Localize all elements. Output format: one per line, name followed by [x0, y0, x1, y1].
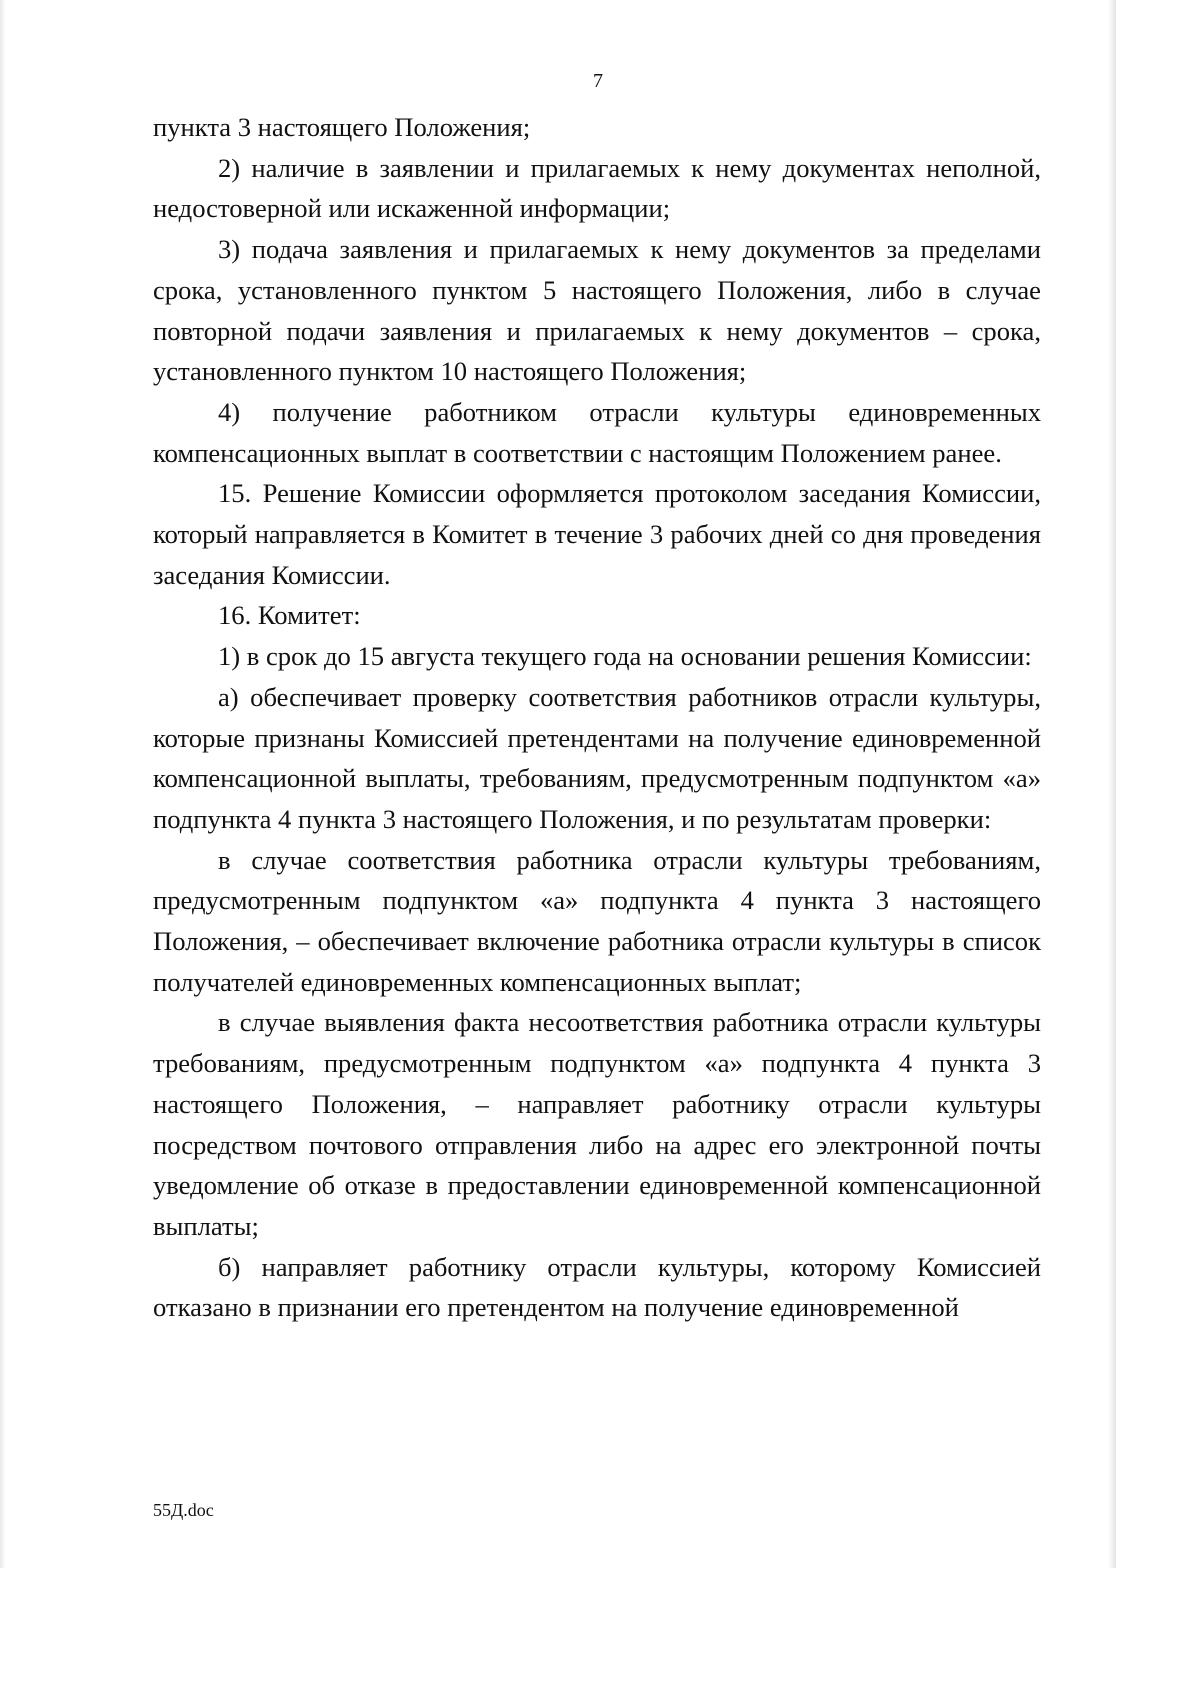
- paragraph-item-3: 3) подача заявления и прилагаемых к нему документов за пределами срока, установленного пунктом 5 настоящего Положения, либо в случае повторной подачи заявления и прилагаемых к нему документов – срока, установленного пунктом 10 настоящего Положения;: [153, 234, 1041, 387]
- paragraph-continuation: пункта 3 настоящего Положения;: [153, 112, 531, 142]
- paragraph-case-compliance: в случае соответствия работника отрасли культуры требованиям, предусмотренным подпунктом «а» подпункта 4 пункта 3 настоящего Положения, – обеспечивает включение работника отрасли культуры в список получателей единовременных компенсационных выплат;: [153, 844, 1041, 997]
- scan-edge-right: [1108, 0, 1116, 1568]
- paragraph-item-4: 4) получение работником отрасли культуры единовременных компенсационных выплат в соответствии с настоящим Положением ранее.: [153, 396, 1041, 468]
- paragraph-subitem-b: б) направляет работнику отрасли культуры, которому Комиссией отказано в признании его претендентом на получение единовременной: [153, 1251, 1041, 1323]
- page-number: 7: [593, 70, 603, 92]
- paragraph-item-2: 2) наличие в заявлении и прилагаемых к нему документах неполной, недостоверной или искаженной информации;: [153, 152, 1041, 224]
- paragraph-clause-15: 15. Решение Комиссии оформляется протоколом заседания Комиссии, который направляется в Комитет в течение 3 рабочих дней со дня проведения заседания Комиссии.: [153, 478, 1041, 590]
- paragraph-clause-16: 16. Комитет:: [218, 600, 361, 631]
- document-body: [153, 107, 1041, 1328]
- scan-edge-left: [0, 0, 6, 1568]
- paragraph-case-noncompliance: в случае выявления факта несоответствия работника отрасли культуры требованиям, предусмотренным подпунктом «а» подпункта 4 пункта 3 настоящего Положения, – направляет работнику отрасли культуры посредством почтового отправления либо на адрес его электронной почты уведомление об отказе в предоставлении единовременной компенсационной выплаты;: [153, 1007, 1041, 1241]
- paragraph-subitem-1: 1) в срок до 15 августа текущего года на основании решения Комиссии:: [218, 641, 1032, 672]
- paragraph-subitem-a: а) обеспечивает проверку соответствия работников отрасли культуры, которые признаны Комиссией претендентами на получение единовременной компенсационной выплаты, требованиям, предусмотренным подпунктом «а» подпункта 4 пункта 3 настоящего Положения, и по результатам проверки:: [153, 681, 1041, 834]
- footer-filename: 55Д.doc: [153, 1500, 214, 1520]
